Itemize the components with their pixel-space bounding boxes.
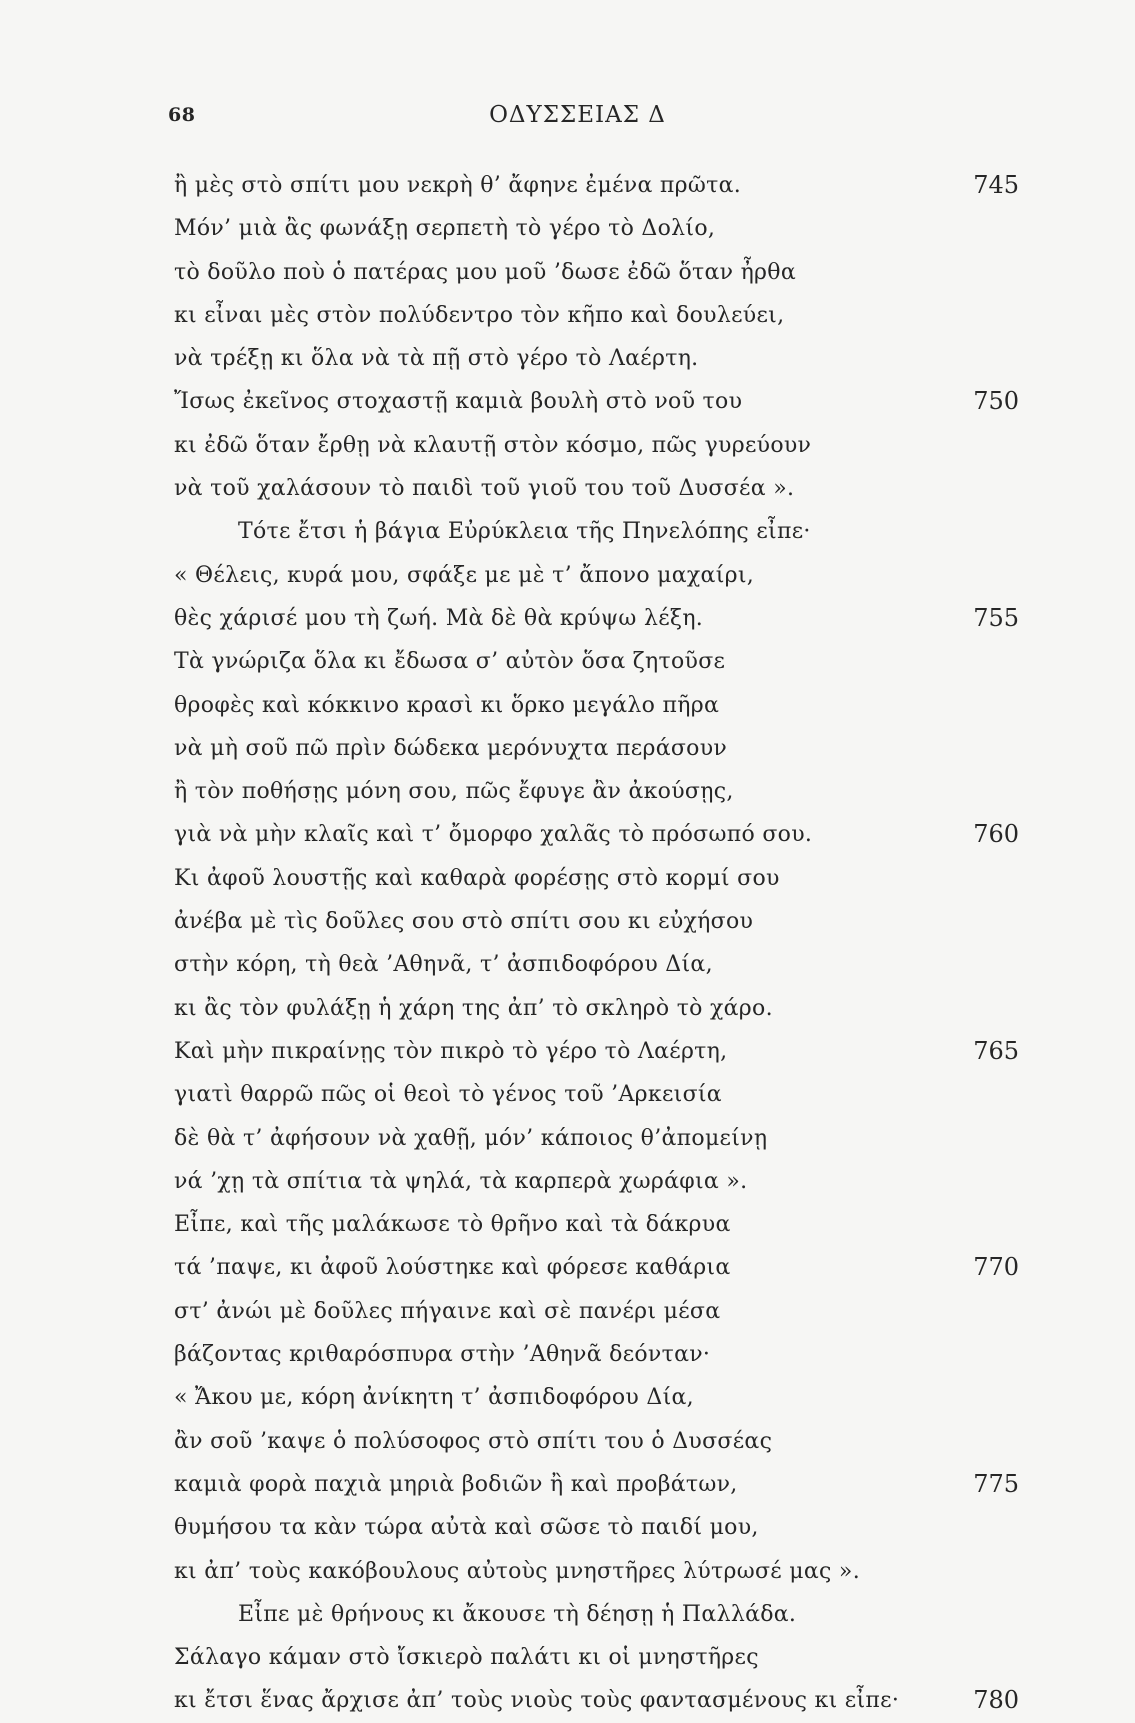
verse-text: τά ’παψε, κι ἀφοῦ λούστηκε καὶ φόρεσε καθάρια: [174, 1255, 731, 1281]
verse-text: ἢ μὲς στὸ σπίτι μου νεκρὴ θ’ ἄφηνε ἐμένα πρῶτα.: [174, 173, 742, 198]
verse-text: νά ’χῃ τὰ σπίτια τὰ ψηλά, τὰ καρπερὰ χωράφια ».: [174, 1168, 748, 1194]
verse-line: [0, 251, 1135, 294]
verse-line: [0, 1333, 1135, 1376]
verse-text: Τὰ γνώριζα ὅλα κι ἔδωσα σ’ αὐτὸν ὅσα ζητοῦσε: [174, 649, 726, 675]
verse-text: θροφὲς καὶ κόκκινο κρασὶ κι ὅρκο μεγάλο πῆρα: [174, 692, 720, 718]
verse-text: Ἴσως ἐκεῖνος στοχαστῇ καμιὰ βουλὴ στὸ νοῦ του: [174, 389, 743, 415]
verse-line: [0, 1506, 1135, 1549]
verse-line: [0, 294, 1135, 337]
verse-text: γιὰ νὰ μὴν κλαῖς καὶ τ’ ὄμορφο χαλᾶς τὸ πρόσωπό σου.: [174, 822, 813, 848]
verse-line: [0, 1030, 1135, 1073]
line-number: 765: [973, 1036, 1019, 1065]
verse-line: [0, 1420, 1135, 1463]
verse-line: [0, 813, 1135, 856]
verse-text: γιατὶ θαρρῶ πῶς οἱ θεοὶ τὸ γένος τοῦ ’Αρκεισία: [174, 1082, 722, 1108]
verse-text: κι ἀπ’ τοὺς κακόβουλους αὐτοὺς μνηστῆρες λύτρωσέ μας ».: [174, 1558, 860, 1584]
verse-line: [0, 1203, 1135, 1246]
verse-line: [0, 1636, 1135, 1679]
running-head: ΟΔΥΣΣΕΙΑΣ Δ: [489, 102, 666, 128]
verse-text: τὸ δοῦλο ποὺ ὁ πατέρας μου μοῦ ’δωσε ἐδῶ ὅταν ἦρθα: [174, 259, 796, 285]
verse-line: [0, 1679, 1135, 1722]
verse-line: [0, 207, 1135, 250]
verse-text: ἢ τὸν ποθήσῃς μόνη σου, πῶς ἔφυγε ἂν ἀκούσῃς,: [174, 779, 734, 805]
verse-text: « Θέλεις, κυρά μου, σφάξε με μὲ τ’ ἄπονο μαχαίρι,: [174, 562, 755, 588]
verse-line: [0, 337, 1135, 380]
verse-line: [0, 727, 1135, 770]
verse-line: [0, 987, 1135, 1030]
verse-text: κι ἔτσι ἕνας ἄρχισε ἀπ’ τοὺς νιοὺς τοὺς φαντασμένους κι εἶπε·: [174, 1688, 900, 1714]
verse-text: βάζοντας κριθαρόσπυρα στὴν ’Αθηνᾶ δεόνταν·: [174, 1342, 711, 1368]
verse-text: νὰ τρέξῃ κι ὅλα νὰ τὰ πῇ στὸ γέρο τὸ Λαέρτη.: [174, 346, 699, 372]
verse-line: [0, 380, 1135, 423]
verse-line: [0, 943, 1135, 986]
verse-text: κι ἐδῶ ὅταν ἔρθῃ νὰ κλαυτῇ στὸν κόσμο, πῶς γυρεύουν: [174, 432, 812, 458]
verse-text: Εἶπε μὲ θρήνους κι ἄκουσε τὴ δέησῃ ἡ Παλλάδα.: [238, 1601, 797, 1627]
verse-line: [0, 1376, 1135, 1419]
verse-line: [0, 1593, 1135, 1636]
verse-text: « Ἄκου με, κόρη ἀνίκητη τ’ ἀσπιδοφόρου Δία,: [174, 1385, 694, 1411]
verse-text: θὲς χάρισέ μου τὴ ζωή. Μὰ δὲ θὰ κρύψω λέξη.: [174, 605, 704, 631]
verse-text: δὲ θὰ τ’ ἀφήσουν νὰ χαθῇ, μόν’ κάποιος θ’ἀπομείνῃ: [174, 1125, 768, 1151]
verse-line: [0, 467, 1135, 510]
verse-line: [0, 1160, 1135, 1203]
line-number: 770: [973, 1253, 1019, 1282]
verse-text: στὴν κόρη, τὴ θεὰ ’Αθηνᾶ, τ’ ἀσπιδοφόρου Δία,: [174, 952, 713, 978]
verse-line: [0, 1117, 1135, 1160]
verse-line: [0, 1073, 1135, 1116]
verse-text: Μόν’ μιὰ ἂς φωνάξῃ σερπετὴ τὸ γέρο τὸ Δολίο,: [174, 216, 716, 242]
verse-line: [0, 554, 1135, 597]
verse-line: [0, 424, 1135, 467]
verse-text: κι εἶναι μὲς στὸν πολύδεντρο τὸν κῆπο καὶ δουλεύει,: [174, 302, 785, 328]
verse-line: [0, 640, 1135, 683]
poem-body: [0, 164, 1135, 1723]
verse-text: νὰ μὴ σοῦ πῶ πρὶν δώδεκα μερόνυχτα περάσουν: [174, 735, 728, 761]
verse-line: [0, 900, 1135, 943]
verse-text: καμιὰ φορὰ παχιὰ μηριὰ βοδιῶν ἢ καὶ προβάτων,: [174, 1471, 738, 1497]
line-number: 780: [973, 1686, 1019, 1715]
verse-line: [0, 1290, 1135, 1333]
verse-text: Τότε ἔτσι ἡ βάγια Εὐρύκλεια τῆς Πηνελόπης εἶπε·: [238, 519, 811, 545]
verse-text: ἀνέβα μὲ τὶς δοῦλες σου στὸ σπίτι σου κι εὐχήσου: [174, 909, 754, 935]
verse-text: θυμήσου τα κὰν τώρα αὐτὰ καὶ σῶσε τὸ παιδί μου,: [174, 1515, 759, 1541]
verse-text: Καὶ μὴν πικραίνῃς τὸν πικρὸ τὸ γέρο τὸ Λαέρτη,: [174, 1038, 728, 1064]
line-number: 745: [973, 171, 1019, 199]
page-number: 68: [168, 104, 196, 126]
verse-line: [0, 164, 1135, 207]
verse-text: Σάλαγο κάμαν στὸ ἴσκιερὸ παλάτι κι οἱ μνηστῆρες: [174, 1645, 759, 1671]
verse-text: στ’ ἀνώι μὲ δοῦλες πήγαινε καὶ σὲ πανέρι μέσα: [174, 1298, 721, 1324]
verse-line: [0, 1550, 1135, 1593]
verse-text: κι ἂς τὸν φυλάξῃ ἡ χάρη της ἀπ’ τὸ σκληρὸ τὸ χάρο.: [174, 995, 773, 1021]
verse-text: ἂν σοῦ ’καψε ὁ πολύσοφος στὸ σπίτι του ὁ Δυσσέας: [174, 1428, 773, 1454]
verse-line: [0, 857, 1135, 900]
verse-line: [0, 597, 1135, 640]
verse-text: Εἶπε, καὶ τῆς μαλάκωσε τὸ θρῆνο καὶ τὰ δάκρυα: [174, 1212, 731, 1238]
verse-line: [0, 770, 1135, 813]
line-number: 760: [973, 820, 1019, 849]
verse-text: Κι ἀφοῦ λουστῇς καὶ καθαρὰ φορέσῃς στὸ κορμί σου: [174, 865, 780, 891]
line-number: 750: [973, 387, 1019, 416]
verse-text: νὰ τοῦ χαλάσουν τὸ παιδὶ τοῦ γιοῦ του τοῦ Δυσσέα ».: [174, 476, 795, 502]
verse-line: [0, 684, 1135, 727]
line-number: 755: [973, 603, 1019, 632]
line-number: 775: [973, 1469, 1019, 1498]
verse-line: [0, 510, 1135, 553]
verse-line: [0, 1246, 1135, 1289]
